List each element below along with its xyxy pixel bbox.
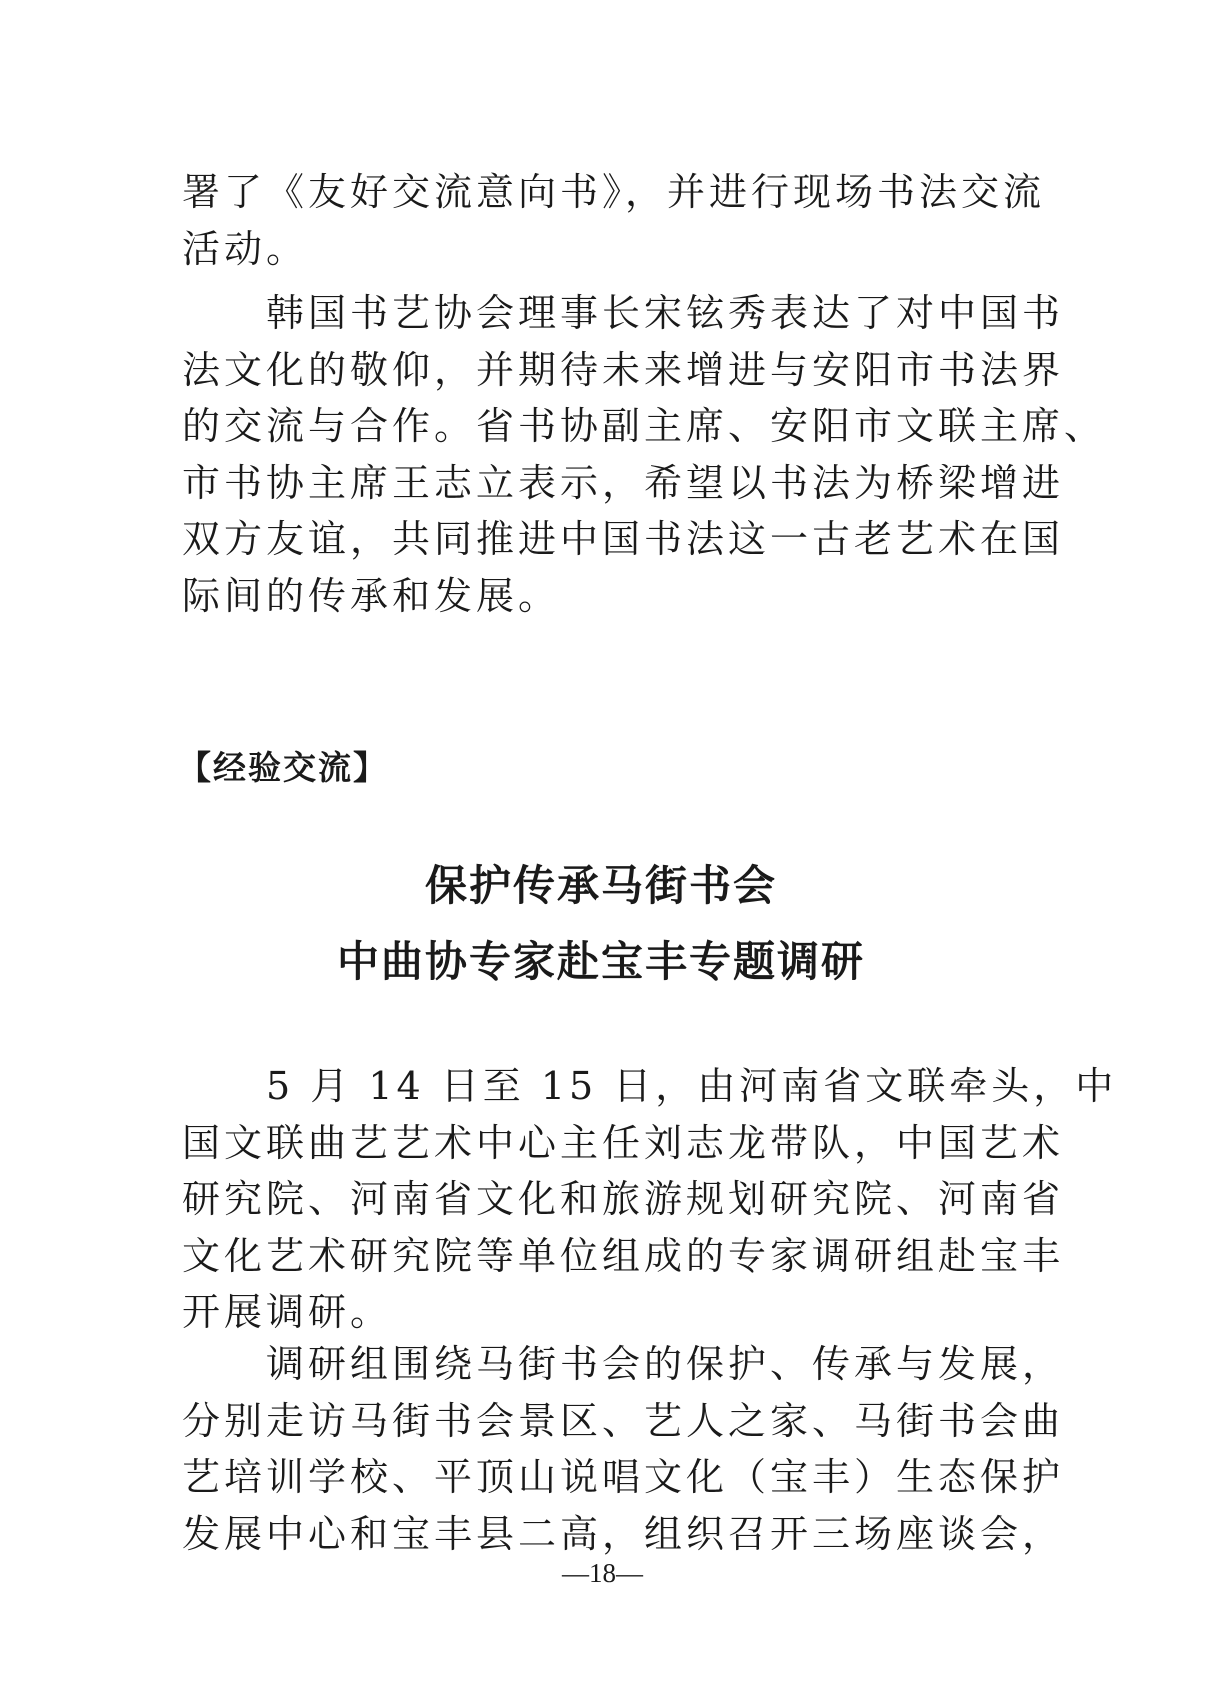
text-line: 文化艺术研究院等单位组成的专家调研组赴宝丰 [182,1233,1065,1278]
text-line: 双方友谊，共同推进中国书法这一古老艺术在国 [182,517,1065,561]
text-line: 分别走访马街书会景区、艺人之家、马街书会曲 [182,1398,1065,1443]
text-line: 际间的传承和发展。 [182,573,561,618]
article-paragraph-2 [182,1336,1065,1562]
section-tag: 【经验交流】 [178,748,388,787]
text-line: 艺培训学校、平顶山说唱文化（宝丰）生态保护 [182,1455,1065,1499]
article-title-line-1: 保护传承马街书会 [424,861,777,910]
text-line: 发展中心和宝丰县二高，组织召开三场座谈会， [182,1511,1065,1556]
paragraph-korea-exchange [182,285,1107,624]
text-line: 韩国书艺协会理事长宋铉秀表达了对中国书 [182,291,1065,335]
text-line: 的交流与合作。省书协副主席、安阳市文联主席、 [182,404,1107,448]
article-paragraph-1 [182,1058,1118,1341]
text-line: 国文联曲艺艺术中心主任刘志龙带队，中国艺术 [182,1120,1065,1165]
text-line: 开展调研。 [182,1290,393,1334]
page-number: —18— [562,1558,643,1588]
text-line: 调研组围绕马街书会的保护、传承与发展， [182,1342,1065,1386]
paragraph-continued [182,164,1046,277]
text-line: 5 月 14 日至 15 日，由河南省文联牵头，中 [182,1064,1118,1108]
text-line: 研究院、河南省文化和旅游规划研究院、河南省 [182,1177,1065,1221]
article-title-line-2: 中曲协专家赴宝丰专题调研 [336,937,865,986]
text-line: 活动。 [182,226,309,271]
text-line: 市书协主席王志立表示，希望以书法为桥梁增进 [182,460,1065,505]
text-line: 署了《友好交流意向书》，并进行现场书法交流 [182,170,1046,214]
text-line: 法文化的敬仰，并期待未来增进与安阳市书法界 [182,347,1065,392]
